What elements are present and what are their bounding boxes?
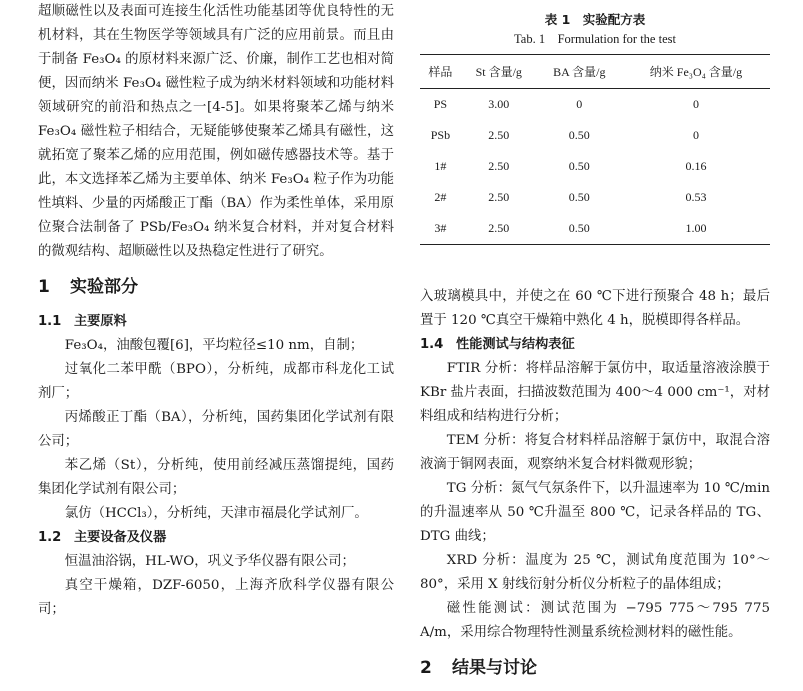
table-cell: 3# [434, 221, 447, 235]
subsection-number: 1.4 [420, 337, 444, 352]
table-row [420, 213, 770, 245]
test-item: TG 分析：氮气气氛条件下，以升温速率为 10 ℃/min 的升温速率从 50 ℃升温至 800 ℃，记录各样品的 TG、DTG 曲线； [420, 481, 770, 544]
equipment-item: 真空干燥箱，DZF-6050，上海齐欣科学仪器有限公司； [38, 578, 394, 617]
table-caption-zh: 表 1 实验配方表 [544, 12, 646, 27]
table-cell: 1# [434, 159, 447, 173]
table-cell: 3.00 [488, 97, 510, 111]
table-cell: 0.53 [685, 190, 707, 204]
subsection-1-2-heading [38, 526, 394, 550]
intro-paragraph: 超顺磁性以及表面可连接生化活性功能基团等优良特性的无机材料，其在生物医学等领域具有广泛的应用前景。而且由于制备 Fe₃O₄ 的原材料来源广泛、价廉，制作工艺也相对简便，因而纳米 Fe₃O₄ 磁性粒子成为纳米材料领域和功能材料领域研究的前沿和热点之一[4-5]。如果将聚苯乙烯与纳米 Fe₃O₄ 磁性粒子相结合，无疑能够使聚苯乙烯具有磁性，这就拓宽了聚苯乙烯的应用范围，例如磁传感器技术等。基于此，本文选择苯乙烯为主要单体、纳米 Fe₃O₄ 粒子作为功能性填料、少量的丙烯酸正丁酯（BA）作为柔性单体，采用原位聚合法制备了 PSb/Fe₃O₄ 纳米复合材料，并对复合材料的微观结构、超顺磁性以及热稳定性进行了研究。 [38, 4, 394, 259]
table-cell: 2.50 [488, 221, 510, 235]
test-item: 磁性能测试：测试范围为 −795 775～795 775 A/m，采用综合物理特性测量系统检测材料的磁性能。 [420, 601, 770, 640]
equipment-item: 恒温油浴锅，HL-WO，巩义予华仪器有限公司； [64, 554, 355, 569]
table-spacing [420, 245, 770, 285]
table-row [420, 182, 770, 213]
section-1-heading [38, 264, 394, 310]
table-row [420, 89, 770, 121]
section-2-heading [420, 645, 770, 691]
table-cell: 0.50 [568, 221, 590, 235]
table-cell: 2.50 [488, 190, 510, 204]
material-item: Fe₃O₄，油酸包覆[6]，平均粒径≤10 nm，自制； [64, 338, 364, 353]
table-cell: 0.16 [685, 159, 707, 173]
material-item: 丙烯酸正丁酯（BA），分析纯，国药集团化学试剂有限公司； [38, 410, 394, 449]
table-cell: 1.00 [685, 221, 707, 235]
subsection-title: 主要设备及仪器 [74, 530, 167, 545]
material-item: 苯乙烯（St），分析纯，使用前经减压蒸馏提纯，国药集团化学试剂有限公司； [38, 458, 394, 497]
table-header-cell: BA 含量/g [553, 65, 606, 79]
section-number: 1 [38, 277, 50, 297]
subsection-1-1-heading [38, 310, 394, 334]
material-item: 氯仿（HCCl₃），分析纯，天津市福晨化学试剂厂。 [64, 506, 368, 521]
table-cell: 2.50 [488, 159, 510, 173]
section-title: 实验部分 [70, 277, 138, 297]
left-column [38, 0, 394, 622]
subsection-number: 1.2 [38, 530, 62, 545]
formulation-table [420, 54, 770, 245]
table-header-cell: St 含量/g [475, 65, 522, 79]
table-caption-en: Tab. 1 Formulation for the test [514, 32, 676, 46]
table-cell: PS [433, 97, 448, 111]
table-cell: 0.50 [568, 128, 590, 142]
subsection-1-4-heading [420, 333, 770, 357]
test-item: XRD 分析：温度为 25 ℃，测试角度范围为 10°～80°，采用 X 射线衍射分析仪分析粒子的晶体组成； [420, 553, 770, 592]
table-header-cell: 纳米 Fe₃O₄ 含量/g [649, 65, 743, 79]
table-header-row [420, 55, 770, 89]
table-cell: 0.50 [568, 159, 590, 173]
section-number: 2 [420, 658, 432, 678]
table-row [420, 151, 770, 182]
table-row [420, 120, 770, 151]
subsection-title: 性能测试与结构表征 [456, 337, 575, 352]
test-item: TEM 分析：将复合材料样品溶解于氯仿中，取混合溶液滴于铜网表面，观察纳米复合材料微观形貌； [420, 433, 770, 472]
table-header-cell: 样品 [428, 65, 453, 79]
subsection-title: 主要原料 [74, 314, 127, 329]
table-cell: 2# [434, 190, 447, 204]
material-item: 过氧化二苯甲酰（BPO），分析纯，成都市科龙化工试剂厂； [38, 362, 394, 401]
section-title: 结果与讨论 [452, 658, 537, 678]
continuation-paragraph: 入玻璃模具中，并使之在 60 ℃下进行预聚合 48 h；最后置于 120 ℃真空干燥箱中熟化 4 h，脱模即得各样品。 [420, 289, 770, 328]
subsection-number: 1.1 [38, 314, 62, 329]
table-cell: 0 [576, 97, 583, 111]
table-cell: 0 [692, 97, 699, 111]
table-cell: 0.50 [568, 190, 590, 204]
table-cell: 0 [692, 128, 699, 142]
right-column [420, 0, 770, 691]
test-item: FTIR 分析：将样品溶解于氯仿中，取适量溶液涂膜于 KBr 盐片表面，扫描波数范围为 400～4 000 cm⁻¹，对材料组成和结构进行分析； [420, 361, 770, 424]
table-cell: PSb [430, 128, 451, 142]
table-cell: 2.50 [488, 128, 510, 142]
